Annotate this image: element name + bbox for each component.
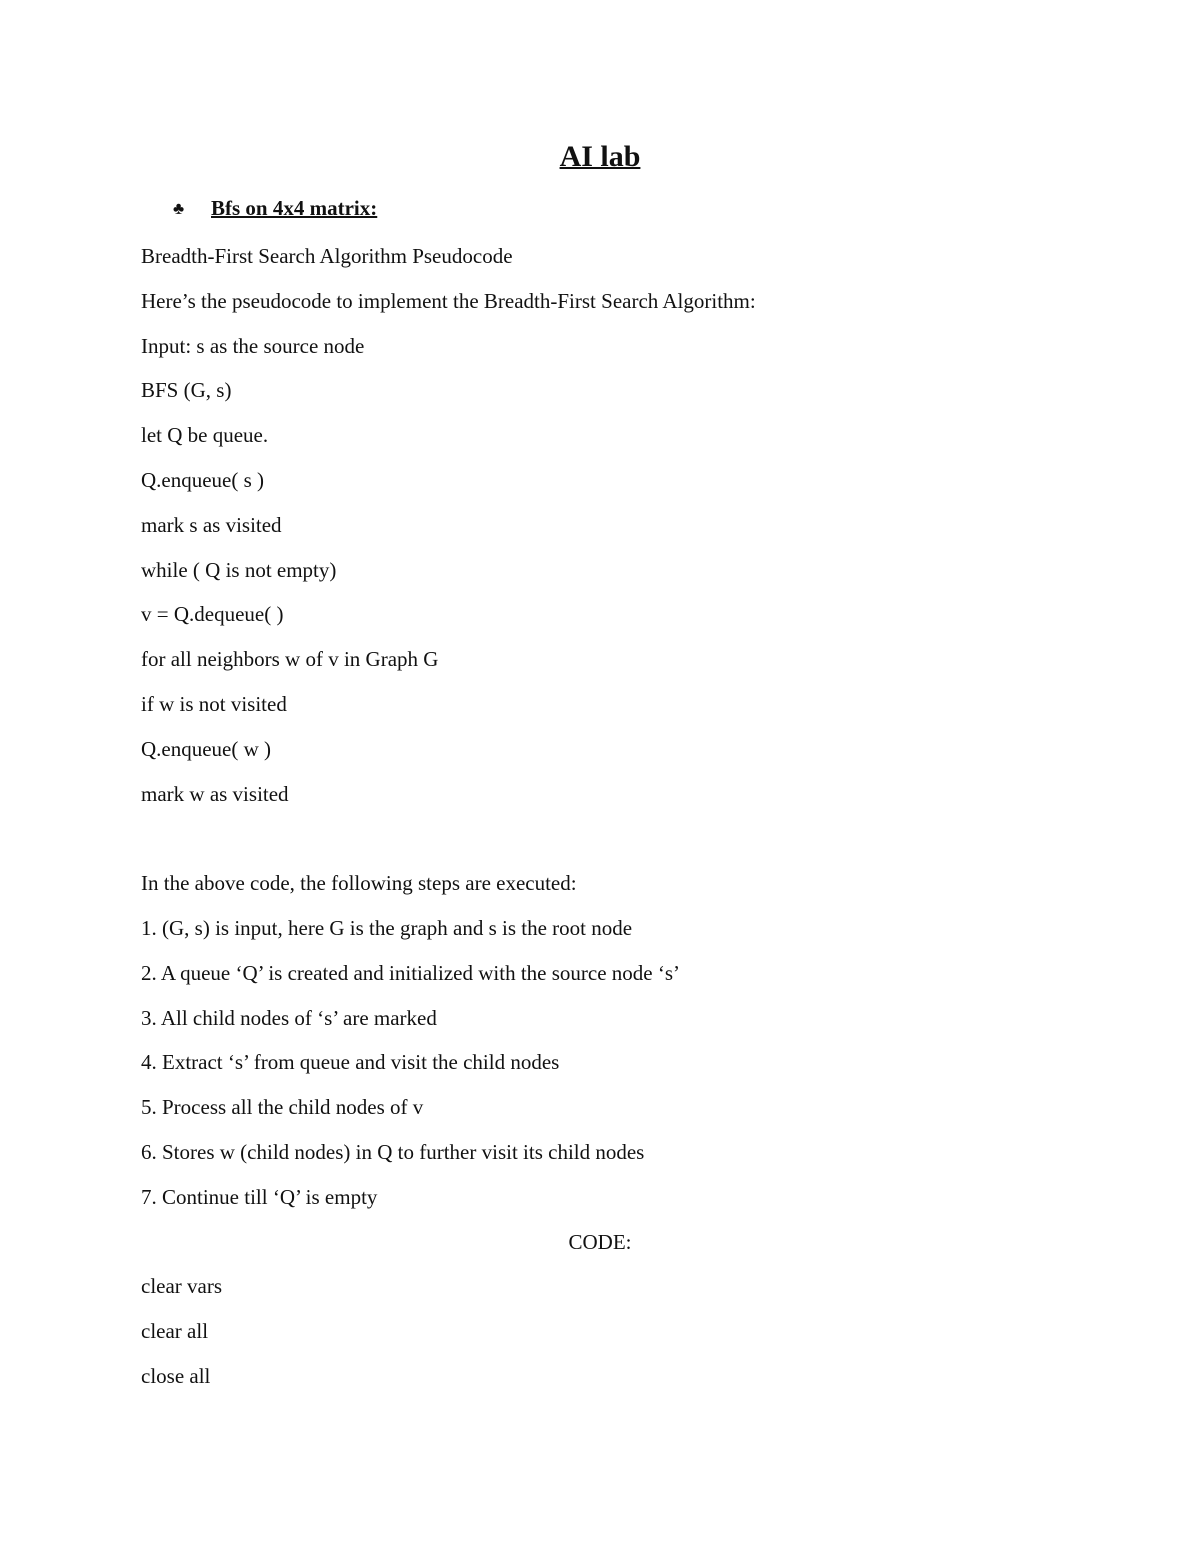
code-line: close all bbox=[141, 1363, 211, 1388]
code-heading: CODE: bbox=[568, 1229, 632, 1254]
section-heading-text: Bfs on 4x4 matrix: bbox=[211, 196, 378, 220]
intro-line: Here’s the pseudocode to implement the Breadth-First Search Algorithm: bbox=[141, 288, 756, 313]
pseudocode-line: v = Q.dequeue( ) bbox=[141, 602, 284, 627]
blank-line bbox=[141, 816, 1061, 861]
pseudocode-line: mark s as visited bbox=[141, 512, 282, 537]
code-line: clear all bbox=[141, 1319, 209, 1344]
pseudocode-line: mark w as visited bbox=[141, 781, 289, 806]
intro-line: Input: s as the source node bbox=[141, 333, 365, 358]
pseudocode-line: BFS (G, s) bbox=[141, 378, 232, 403]
pseudocode-line: Q.enqueue( s ) bbox=[141, 467, 265, 492]
step-item: 1. (G, s) is input, here G is the graph and s is the root node bbox=[141, 915, 633, 940]
pseudocode-line: while ( Q is not empty) bbox=[141, 557, 337, 582]
pseudocode-line: let Q be queue. bbox=[141, 423, 269, 448]
pseudocode-line: for all neighbors w of v in Graph G bbox=[141, 647, 439, 672]
step-item: 2. A queue ‘Q’ is created and initialized with the source node ‘s’ bbox=[141, 960, 681, 985]
pseudocode-line: Q.enqueue( w ) bbox=[141, 736, 272, 761]
pseudocode-line: if w is not visited bbox=[141, 691, 287, 716]
club-icon: ♣ bbox=[173, 198, 185, 218]
step-item: 7. Continue till ‘Q’ is empty bbox=[141, 1184, 378, 1209]
document-title: AI lab bbox=[559, 140, 641, 173]
document-body bbox=[141, 234, 1061, 1399]
steps-intro: In the above code, the following steps are executed: bbox=[141, 871, 577, 896]
step-item: 5. Process all the child nodes of v bbox=[141, 1095, 424, 1120]
code-line: clear vars bbox=[141, 1274, 223, 1299]
step-item: 3. All child nodes of ‘s’ are marked bbox=[141, 1005, 437, 1030]
step-item: 4. Extract ‘s’ from queue and visit the child nodes bbox=[141, 1050, 560, 1075]
section-heading bbox=[173, 196, 377, 221]
intro-line: Breadth-First Search Algorithm Pseudocode bbox=[141, 244, 513, 268]
step-item: 6. Stores w (child nodes) in Q to further visit its child nodes bbox=[141, 1139, 645, 1164]
